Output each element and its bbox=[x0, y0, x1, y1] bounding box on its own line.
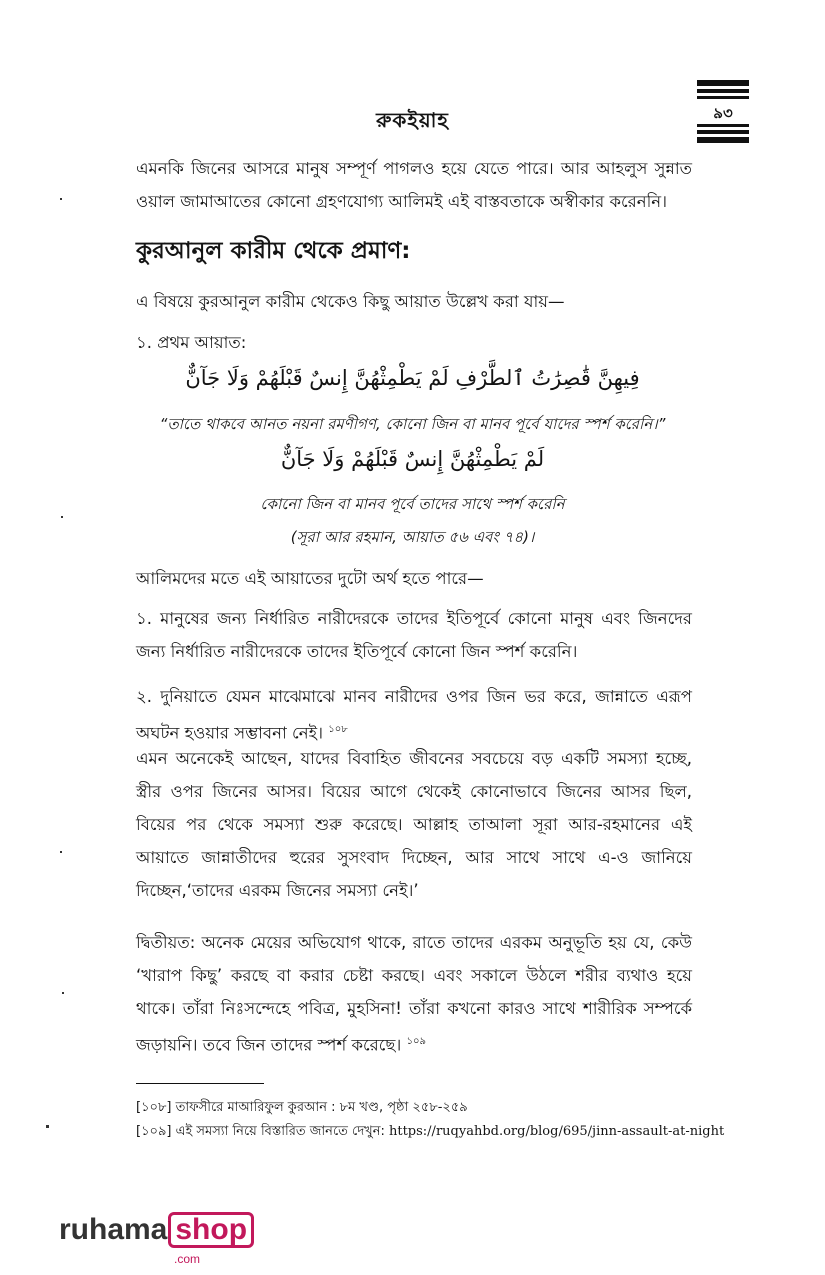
scan-speck bbox=[62, 992, 64, 994]
translation-1: “তাতে থাকবে আনত নয়না রমণীগণ, কোনো জিন বা মানব পূর্বে যাদের স্পর্শ করেনি।” bbox=[159, 415, 666, 433]
footnote-divider bbox=[136, 1083, 264, 1084]
footnote-108-text: তাফসীরে মাআরিফুল কুরআন : ৮ম খণ্ড, পৃষ্ঠা ২৫৮-২৫৯ bbox=[175, 1100, 468, 1115]
verse-label: ১. প্রথম আয়াত: bbox=[136, 333, 247, 352]
footnote-ref-109[interactable]: ১০৯ bbox=[406, 1036, 427, 1047]
footnote-108 bbox=[136, 1098, 736, 1119]
scan-speck bbox=[61, 516, 63, 518]
surah-reference: (সূরা আর রহমান, আয়াত ৫৬ এবং ৭৪)। bbox=[290, 528, 535, 546]
meanings-paragraph: আলিমদের মতে এই আয়াতের দুটো অর্থ হতে পারে— bbox=[136, 569, 484, 588]
translation-2: কোনো জিন বা মানব পূর্বে তাদের সাথে স্পর্শ করেনি bbox=[260, 495, 565, 513]
page-number: ৯৩ bbox=[713, 104, 733, 122]
footnote-109-marker: [১০৯] bbox=[136, 1124, 172, 1139]
footnote-108-marker: [১০৮] bbox=[136, 1100, 172, 1115]
footnote-109 bbox=[136, 1122, 736, 1143]
intro-paragraph: এমনকি জিনের আসরে মানুষ সম্পূর্ণ পাগলও হয়ে যেতে পারে। আর আহলুস সুন্নাত ওয়াল জামাআতের কোনো গ্রহণযোগ্য আলিমই এই বাস্তবতাকে অস্বীকার করেননি। bbox=[136, 159, 692, 211]
second-paragraph bbox=[136, 926, 692, 1062]
watermark-domain: .com bbox=[174, 1252, 201, 1266]
running-title: রুকইয়াহ bbox=[376, 108, 449, 132]
point-2-text: ২. দুনিয়াতে যেমন মাঝেমাঝে মানব নারীদের ওপর জিন ভর করে, জান্নাতে এরূপ অঘটন হওয়ার সম্ভাবনা নেই। bbox=[136, 687, 692, 743]
scan-speck bbox=[60, 851, 62, 853]
arabic-verse-1: فِيهِنَّ قَٰصِرَٰتُ ٱلطَّرْفِ لَمْ يَطْمِثْهُنَّ إِنسٌ قَبْلَهُمْ وَلَا جَآنٌّ bbox=[185, 366, 640, 390]
second-paragraph-text: দ্বিতীয়ত: অনেক মেয়ের অভিযোগ থাকে, রাতে তাদের এরকম অনুভূতি হয় যে, কেউ ‘খারাপ কিছু’ করছে বা করার চেষ্টা করছে। এবং সকালে উঠলে শরীর ব্যথাও হয়ে থাকে। তাঁরা নিঃসন্দেহে পবিত্র, মুহসিনা! তাঁরা কখনো কারও সাথে শারীরিক সম্পর্কে জড়ায়নি। তবে জিন তাদের স্পর্শ করেছে। bbox=[136, 933, 692, 1055]
scan-speck bbox=[46, 1125, 49, 1128]
scan-speck bbox=[60, 198, 62, 200]
arabic-verse-2: لَمْ يَطْمِثْهُنَّ إِنسٌ قَبْلَهُمْ وَلَا جَآنٌّ bbox=[280, 447, 545, 471]
watermark-brand-shop: shop bbox=[168, 1212, 254, 1248]
marriage-paragraph: এমন অনেকেই আছেন, যাদের বিবাহিত জীবনের সবচেয়ে বড় একটি সমস্যা হচ্ছে, স্ত্রীর ওপর জিনের আসর। বিয়ের আগে থেকেই কোনোভাবে জিনের আসর ছিল, বিয়ের পর থেকে সমস্যা শুরু করেছে। আল্লাহ তাআলা সূরা আর-রহমানের এই আয়াতে জান্নাতীদের হুরের সুসংবাদ দিচ্ছেন, আর সাথে সাথে এ-ও জানিয়ে দিচ্ছেন,‘তাদের এরকম জিনের সমস্যা নেই।’ bbox=[136, 749, 692, 900]
watermark-brand-main: ruhama bbox=[59, 1213, 168, 1246]
point-1: ১. মানুষের জন্য নির্ধারিত নারীদেরকে তাদের ইতিপূর্বে কোনো মানুষ এবং জিনদের জন্য নির্ধারিত নারীদেরকে তাদের ইতিপূর্বে কোনো জিন স্পর্শ করেনি। bbox=[136, 609, 692, 661]
footnote-109-link[interactable]: https://ruqyahbd.org/blog/695/jinn-assault-at-night bbox=[388, 1124, 725, 1139]
point-2 bbox=[136, 680, 692, 750]
footnote-ref-108[interactable]: ১০৮ bbox=[328, 724, 348, 735]
footnote-109-text: এই সমস্যা নিয়ে বিস্তারিত জানতে দেখুন: bbox=[175, 1124, 385, 1139]
lead-paragraph: এ বিষয়ে কুরআনুল কারীম থেকেও কিছু আয়াত উল্লেখ করা যায়— bbox=[136, 292, 565, 311]
watermark-logo bbox=[59, 1212, 254, 1248]
section-heading: কুরআনুল কারীম থেকে প্রমাণ: bbox=[136, 238, 411, 264]
